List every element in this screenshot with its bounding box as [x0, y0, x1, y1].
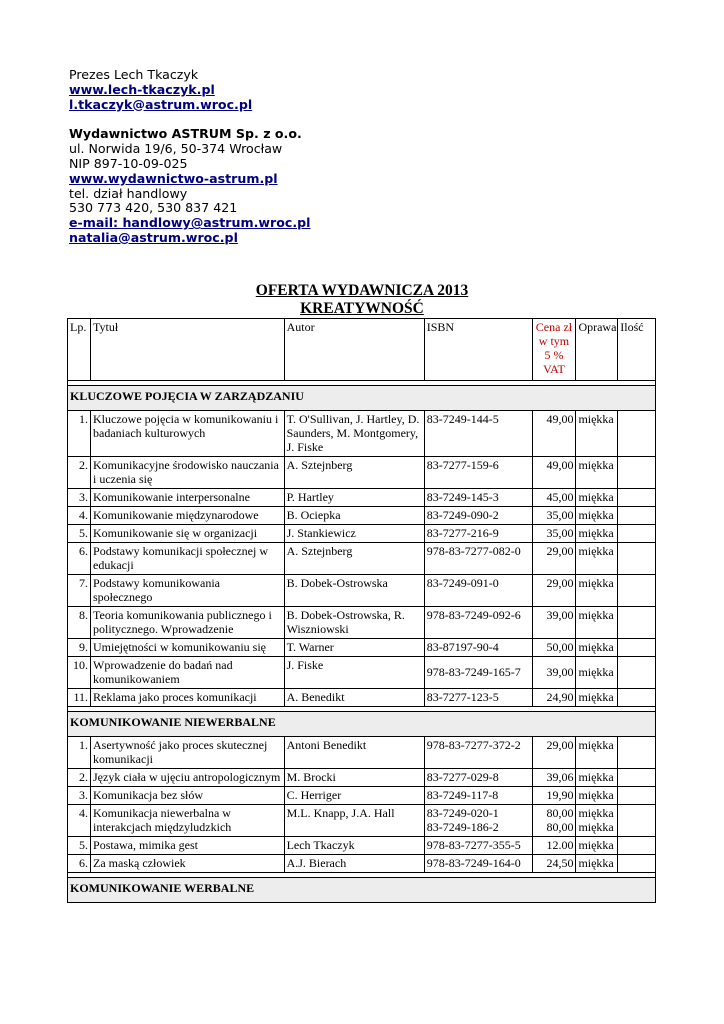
cell-lp-value: 3. — [79, 490, 89, 504]
cell-author-value: T. Warner — [286, 640, 334, 654]
cell-author — [284, 507, 424, 525]
cell-binding — [576, 457, 618, 489]
cell-lp — [68, 737, 91, 769]
table-row — [68, 805, 656, 837]
cell-binding — [576, 787, 618, 805]
cell-author — [284, 525, 424, 543]
cell-title — [91, 737, 285, 769]
cell-author-value: Antoni Benedikt — [286, 738, 367, 752]
cell-lp-value: 8. — [79, 608, 89, 622]
cell-isbn — [424, 689, 532, 707]
cell-binding-value: miękka — [578, 856, 614, 870]
table-row — [68, 837, 656, 855]
cell-binding-value: miękka — [578, 788, 614, 802]
cell-author-value: J. Fiske — [286, 658, 324, 672]
cell-title-value: Komunikowanie międzynarodowe — [93, 508, 259, 522]
cell-qty[interactable] — [618, 855, 656, 873]
cell-lp-value: 5. — [79, 838, 89, 852]
cell-binding — [576, 855, 618, 873]
header-qty: Ilość — [618, 319, 656, 381]
cell-title-value: Teoria komunikowania publicznego i politycznego. Wprowadzenie — [93, 608, 272, 636]
cell-lp-value: 1. — [79, 412, 89, 426]
cell-author-value: A. Benedikt — [286, 690, 345, 704]
cell-price-value: 19,90 — [546, 788, 574, 802]
cell-author-value: P. Hartley — [286, 490, 334, 504]
cell-qty[interactable] — [618, 543, 656, 575]
cell-price — [532, 837, 576, 855]
cell-price-value: 29,00 — [546, 738, 574, 752]
cell-lp — [68, 805, 91, 837]
cell-lp — [68, 787, 91, 805]
cell-isbn — [424, 769, 532, 787]
cell-title-value: Reklama jako proces komunikacji — [93, 690, 257, 704]
cell-author — [284, 787, 424, 805]
cell-isbn-value: 83-7249-090-2 — [426, 508, 499, 522]
cell-title — [91, 525, 285, 543]
cell-price — [532, 607, 576, 639]
table-row — [68, 457, 656, 489]
cell-binding-value: miękka — [578, 458, 614, 472]
cell-qty[interactable] — [618, 489, 656, 507]
cell-qty[interactable] — [618, 837, 656, 855]
cell-price — [532, 575, 576, 607]
header-title: Tytuł — [91, 319, 285, 381]
cell-isbn — [424, 787, 532, 805]
company-address: ul. Norwida 19/6, 50-374 Wrocław — [69, 141, 283, 157]
section-title: KOMUNIKOWANIE NIEWERBALNE — [68, 712, 656, 737]
cell-author — [284, 489, 424, 507]
cell-price-value: 35,00 — [546, 508, 574, 522]
website-link-personal[interactable]: www.lech-tkaczyk.pl — [69, 81, 215, 97]
table-row — [68, 543, 656, 575]
table-row — [68, 769, 656, 787]
cell-title-value: Asertywność jako proces skutecznej komunikacji — [93, 738, 268, 766]
cell-author-value: M. Brocki — [286, 770, 336, 784]
cell-price — [532, 489, 576, 507]
cell-lp-value: 2. — [79, 458, 89, 472]
cell-author — [284, 689, 424, 707]
cell-binding — [576, 575, 618, 607]
cell-binding-value: miękka — [578, 490, 614, 504]
phone-label: tel. dział handlowy — [69, 185, 188, 201]
cell-price-value: 29,00 — [546, 576, 574, 590]
cell-lp — [68, 639, 91, 657]
cell-lp — [68, 525, 91, 543]
cell-price-value: 80,00 — [546, 806, 574, 820]
cell-author-value: A. Sztejnberg — [286, 544, 353, 558]
cell-title-value: Podstawy komunikowania społecznego — [93, 576, 221, 604]
cell-price-value: 49,00 — [546, 458, 574, 472]
cell-title-value: Za maską człowiek — [93, 856, 186, 870]
cell-isbn-value-2: 83-7249-186-2 — [426, 820, 499, 834]
cell-author — [284, 837, 424, 855]
cell-title — [91, 607, 285, 639]
cell-lp-value: 3. — [79, 788, 89, 802]
cell-isbn-value: 978-83-7277-355-5 — [426, 838, 521, 852]
cell-lp-value: 6. — [79, 856, 89, 870]
cell-price-value: 39,00 — [546, 665, 574, 679]
table-row — [68, 787, 656, 805]
cell-author — [284, 657, 424, 689]
cell-binding — [576, 737, 618, 769]
cell-price-value: 35,00 — [546, 526, 574, 540]
cell-title-value: Kluczowe pojęcia w komunikowaniu i badaniach kulturowych — [93, 412, 279, 440]
cell-isbn-value: 978-83-7277-372-2 — [426, 738, 521, 752]
cell-price-value: 24,50 — [546, 856, 574, 870]
offer-table — [67, 318, 656, 903]
cell-title-value: Podstawy komunikacji społecznej w edukacji — [93, 544, 268, 572]
cell-isbn-value: 83-7277-159-6 — [426, 458, 499, 472]
cell-author-value: J. Stankiewicz — [286, 526, 356, 540]
cell-isbn — [424, 737, 532, 769]
cell-qty[interactable] — [618, 457, 656, 489]
cell-binding — [576, 769, 618, 787]
cell-isbn-value: 83-7249-144-5 — [426, 412, 499, 426]
cell-qty[interactable] — [618, 787, 656, 805]
cell-isbn-value: 83-7249-117-8 — [426, 788, 499, 802]
cell-title — [91, 575, 285, 607]
cell-price — [532, 457, 576, 489]
cell-author — [284, 737, 424, 769]
table-row — [68, 507, 656, 525]
cell-title — [91, 855, 285, 873]
cell-qty[interactable] — [618, 607, 656, 639]
cell-binding — [576, 837, 618, 855]
cell-binding — [576, 525, 618, 543]
table-row — [68, 489, 656, 507]
cell-binding-value: miękka — [578, 665, 614, 679]
section-title: KOMUNIKOWANIE WERBALNE — [68, 878, 656, 903]
cell-title-value: Komunikacyjne środowisko nauczania i uczenia się — [93, 458, 279, 486]
cell-qty[interactable] — [618, 657, 656, 689]
cell-lp — [68, 769, 91, 787]
cell-lp-value: 4. — [79, 806, 89, 820]
cell-binding — [576, 489, 618, 507]
email-link-personal[interactable]: l.tkaczyk@astrum.wroc.pl — [69, 96, 253, 112]
cell-lp — [68, 657, 91, 689]
section-header-row — [68, 712, 656, 737]
cell-isbn-value: 978-83-7249-165-7 — [426, 665, 521, 679]
cell-isbn-value: 978-83-7249-164-0 — [426, 856, 521, 870]
cell-price-value: 24,90 — [546, 690, 574, 704]
cell-title — [91, 787, 285, 805]
cell-author-value: A. Sztejnberg — [286, 458, 353, 472]
cell-isbn-value: 83-7249-091-0 — [426, 576, 499, 590]
cell-isbn — [424, 411, 532, 457]
cell-author — [284, 575, 424, 607]
cell-title — [91, 543, 285, 575]
cell-price-value: 39,06 — [546, 770, 574, 784]
cell-title-value: Postawa, mimika gest — [93, 838, 199, 852]
cell-price-value: 12.00 — [546, 838, 574, 852]
header-isbn: ISBN — [424, 319, 532, 381]
cell-lp — [68, 575, 91, 607]
contact-block — [69, 68, 310, 246]
cell-author-value: B. Ociepka — [286, 508, 341, 522]
cell-price-value: 50,00 — [546, 640, 574, 654]
cell-binding — [576, 411, 618, 457]
cell-binding-value: miękka — [578, 690, 614, 704]
cell-qty[interactable] — [618, 507, 656, 525]
section-title: KLUCZOWE POJĘCIA W ZARZĄDZANIU — [68, 386, 656, 411]
table-row — [68, 639, 656, 657]
cell-price-value: 45,00 — [546, 490, 574, 504]
header-lp: Lp. — [68, 319, 91, 381]
cell-isbn — [424, 805, 532, 837]
phone-numbers: 530 773 420, 530 837 421 — [69, 200, 238, 216]
cell-author-value: Lech Tkaczyk — [286, 838, 355, 852]
table-row — [68, 737, 656, 769]
cell-lp — [68, 837, 91, 855]
cell-binding — [576, 543, 618, 575]
table-row — [68, 689, 656, 707]
offer-title-line2: KREATYWNOŚĆ — [300, 300, 424, 317]
table-row — [68, 657, 656, 689]
cell-isbn-value: 83-7249-145-3 — [426, 490, 499, 504]
cell-lp-value: 4. — [79, 508, 89, 522]
cell-lp-value: 5. — [79, 526, 89, 540]
cell-author — [284, 607, 424, 639]
table-row — [68, 575, 656, 607]
offer-title-line1: OFERTA WYDAWNICZA 2013 — [255, 282, 469, 299]
cell-binding — [576, 657, 618, 689]
offer-title — [0, 282, 724, 318]
cell-lp — [68, 457, 91, 489]
cell-binding — [576, 639, 618, 657]
website-link-company[interactable]: www.wydawnictwo-astrum.pl — [69, 170, 278, 186]
company-nip: NIP 897-10-09-025 — [69, 155, 188, 171]
cell-price-value: 49,00 — [546, 412, 574, 426]
cell-binding — [576, 507, 618, 525]
cell-lp-value: 2. — [79, 770, 89, 784]
cell-title-value: Komunikacja bez słów — [93, 788, 203, 802]
cell-qty[interactable] — [618, 639, 656, 657]
cell-author — [284, 457, 424, 489]
cell-price — [532, 507, 576, 525]
president-name: Prezes Lech Tkaczyk — [69, 67, 199, 82]
table-row — [68, 855, 656, 873]
cell-title-value: Język ciała w ujęciu antropologicznym — [93, 770, 281, 784]
cell-isbn-value: 83-7277-029-8 — [426, 770, 499, 784]
cell-lp — [68, 689, 91, 707]
cell-lp-value: 11. — [73, 690, 89, 704]
cell-qty[interactable] — [618, 411, 656, 457]
cell-binding-value: miękka — [578, 576, 614, 590]
cell-binding-value: miękka — [578, 412, 614, 426]
cell-author-value: C. Herriger — [286, 788, 342, 802]
section-header-row — [68, 878, 656, 903]
cell-price — [532, 805, 576, 837]
cell-price — [532, 769, 576, 787]
cell-lp-value: 9. — [79, 640, 89, 654]
cell-binding-value: miękka — [578, 738, 614, 752]
cell-isbn — [424, 837, 532, 855]
cell-lp — [68, 607, 91, 639]
cell-isbn-value: 83-87197-90-4 — [426, 640, 499, 654]
header-author: Autor — [284, 319, 424, 381]
email-link-natalia[interactable]: natalia@astrum.wroc.pl — [69, 229, 238, 245]
table-row — [68, 525, 656, 543]
cell-author-value: B. Dobek-Ostrowska — [286, 576, 388, 590]
company-name: Wydawnictwo ASTRUM Sp. z o.o. — [69, 126, 302, 142]
cell-isbn — [424, 639, 532, 657]
table-header-row — [68, 319, 656, 381]
cell-isbn — [424, 525, 532, 543]
cell-price — [532, 737, 576, 769]
cell-lp-value: 7. — [79, 576, 89, 590]
cell-title-value: Komunikowanie się w organizacji — [93, 526, 258, 540]
cell-qty[interactable] — [618, 525, 656, 543]
header-binding: Oprawa — [576, 319, 618, 381]
cell-author-value: A.J. Bierach — [286, 856, 347, 870]
cell-price — [532, 525, 576, 543]
cell-qty[interactable] — [618, 575, 656, 607]
cell-lp — [68, 543, 91, 575]
cell-author — [284, 411, 424, 457]
cell-binding-value: miękka — [578, 608, 614, 622]
section-header-row — [68, 386, 656, 411]
table-row — [68, 411, 656, 457]
cell-binding-value: miękka — [578, 770, 614, 784]
cell-isbn — [424, 575, 532, 607]
cell-title — [91, 805, 285, 837]
cell-price — [532, 855, 576, 873]
cell-lp — [68, 855, 91, 873]
cell-isbn-value: 978-83-7249-092-6 — [426, 608, 521, 622]
cell-binding-value: miękka — [578, 508, 614, 522]
cell-lp-value: 6. — [79, 544, 89, 558]
cell-binding-value: miękka — [578, 806, 614, 820]
cell-price-value: 29,00 — [546, 544, 574, 558]
cell-title — [91, 769, 285, 787]
cell-lp-value: 10. — [73, 658, 89, 672]
cell-title-value: Komunikowanie interpersonalne — [93, 490, 250, 504]
cell-isbn-value: 83-7277-216-9 — [426, 526, 499, 540]
cell-title — [91, 457, 285, 489]
cell-binding-value: miękka — [578, 526, 614, 540]
cell-price — [532, 689, 576, 707]
cell-title — [91, 837, 285, 855]
cell-qty[interactable] — [618, 737, 656, 769]
cell-isbn-value: 83-7249-020-1 — [426, 806, 499, 820]
cell-binding-value: miękka — [578, 640, 614, 654]
cell-title — [91, 639, 285, 657]
cell-binding — [576, 805, 618, 837]
cell-title — [91, 411, 285, 457]
cell-price — [532, 787, 576, 805]
cell-binding-value-2: miękka — [578, 820, 614, 834]
header-price: Cena zł w tym 5 % VAT — [532, 319, 576, 381]
cell-title-value: Wprowadzenie do badań nad komunikowaniem — [93, 658, 233, 686]
cell-price — [532, 657, 576, 689]
cell-binding-value: miękka — [578, 544, 614, 558]
cell-author-value: M.L. Knapp, J.A. Hall — [286, 806, 395, 820]
cell-title-value: Umiejętności w komunikowaniu się — [93, 640, 266, 654]
cell-title — [91, 507, 285, 525]
cell-author — [284, 543, 424, 575]
cell-qty[interactable] — [618, 769, 656, 787]
cell-lp — [68, 507, 91, 525]
cell-isbn — [424, 607, 532, 639]
cell-lp-value: 1. — [79, 738, 89, 752]
cell-price-value: 39,00 — [546, 608, 574, 622]
cell-title — [91, 489, 285, 507]
cell-price — [532, 411, 576, 457]
cell-isbn — [424, 543, 532, 575]
cell-author — [284, 769, 424, 787]
cell-isbn-value: 978-83-7277-082-0 — [426, 544, 521, 558]
cell-price-value-2: 80,00 — [546, 820, 574, 834]
cell-lp — [68, 411, 91, 457]
cell-qty[interactable] — [618, 689, 656, 707]
cell-title — [91, 657, 285, 689]
cell-binding — [576, 607, 618, 639]
cell-author — [284, 855, 424, 873]
cell-isbn — [424, 855, 532, 873]
cell-price — [532, 543, 576, 575]
cell-binding — [576, 689, 618, 707]
cell-author — [284, 805, 424, 837]
cell-author-value: B. Dobek-Ostrowska, R. Wiszniowski — [286, 608, 405, 636]
table-row — [68, 607, 656, 639]
cell-title-value: Komunikacja niewerbalna w interakcjach międzyludzkich — [93, 806, 232, 834]
cell-qty[interactable] — [618, 805, 656, 837]
cell-isbn-value: 83-7277-123-5 — [426, 690, 499, 704]
cell-binding-value: miękka — [578, 838, 614, 852]
cell-price — [532, 639, 576, 657]
email-link-sales[interactable]: e-mail: handlowy@astrum.wroc.pl — [69, 215, 311, 231]
cell-title — [91, 689, 285, 707]
cell-lp — [68, 489, 91, 507]
cell-author — [284, 639, 424, 657]
cell-isbn — [424, 489, 532, 507]
cell-author-value: T. O'Sullivan, J. Hartley, D. Saunders, M. Montgomery, J. Fiske — [286, 412, 420, 454]
cell-isbn — [424, 507, 532, 525]
cell-isbn — [424, 657, 532, 689]
cell-isbn — [424, 457, 532, 489]
